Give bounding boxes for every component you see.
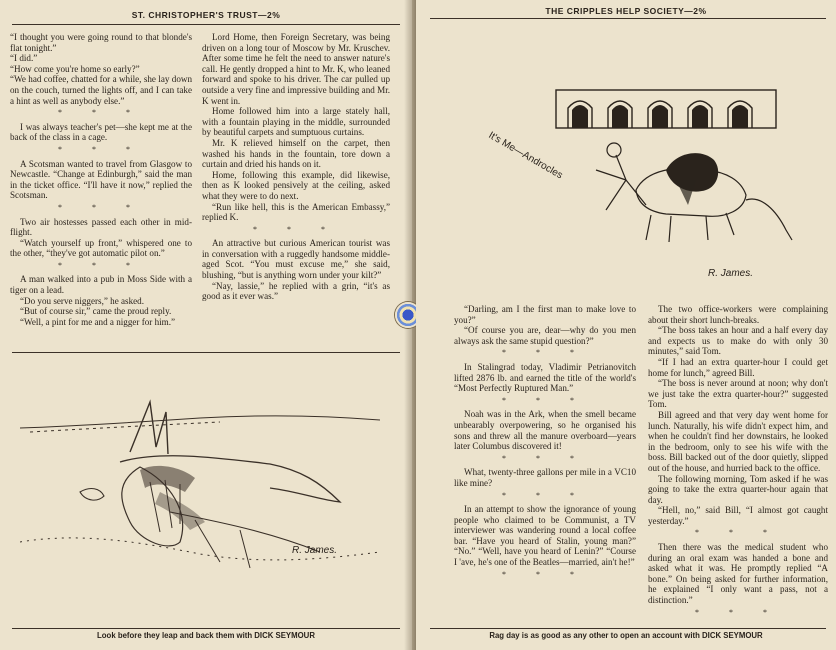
joke-line: I was always teacher's pet—she kept me at the back of the class in a cage. <box>10 121 192 143</box>
joke-line: “Darling, am I the first man to make love to you?” <box>454 304 636 325</box>
right-head-rule <box>430 18 826 19</box>
right-footer: Rag day is as good as any other to open an account with DICK SEYMOUR <box>489 631 763 640</box>
right-illustration-signature: R. James. <box>708 268 754 279</box>
joke-line: A Scotsman wanted to travel from Glasgow to Newcastle. “Change at Edinburgh,” said the man in the ticket office. “I'll have it now,” replied the Scotsman. <box>10 158 192 201</box>
joke-line: Then there was the medical student who during an oral exam was handed a bone and asked what it was. He promptly replied “A bone.” On being asked for further information, he explained “I only want a pass, not a distinction.” <box>648 542 828 606</box>
left-column-1 <box>10 32 192 327</box>
joke-line: “Watch yourself up front,” whispered one to the other, “they've got automatic pilot on.” <box>10 237 192 259</box>
joke-line: In an attempt to show the ignorance of young people who claimed to be Communist, a TV interviewer was wandering round a local coffee bar. “Have you heard of Stalin, young man?” “No.” “Well, have you heard of Lenin?” “Course I 'ave, he's one of the Beatles—married, ain't he!” <box>454 504 636 568</box>
right-footer-rule <box>430 628 826 629</box>
right-column-1 <box>454 304 636 583</box>
joke-line: “Nay, lassie,” he replied with a grin, “it's as good as it ever was.” <box>202 280 390 302</box>
right-column-2 <box>648 304 828 621</box>
left-running-head: ST. CHRISTOPHER'S TRUST—2% <box>131 10 281 20</box>
joke-line: “Well, a pint for me and a nigger for him.” <box>20 316 176 327</box>
right-page <box>416 0 836 650</box>
left-divider-rule <box>12 352 400 353</box>
separator: * * * <box>58 108 144 118</box>
joke-line: Lord Home, then Foreign Secretary, was being driven on a long tour of Moscow by Mr. Kruschev. After some time he felt the need to answer nature's call. He gently dropped a hint to Mr. K, who leaned forward and spoke to his driver. The car pulled up outside a very fine and impressive building and Mr. K went in. <box>202 32 390 106</box>
left-footer: Look before they leap and back them with DICK SEYMOUR <box>97 631 315 640</box>
joke-line: Home, following this example, did likewise, then as K looked pensively at the ceiling, asked what they were to do next. <box>202 169 390 201</box>
joke-line: Bill agreed and that very day went home for lunch. Naturally, his wife didn't expect him, and when he couldn't find her downstairs, he looked in the bedroom, only to see his wife with the boss. Bill backed out of the door quietly, slipped out of the house, and hurried back to the office. <box>648 409 828 473</box>
separator: * * * <box>58 144 144 154</box>
joke-line: The following morning, Tom asked if he was going to take the extra quarter-hour again that day. <box>648 473 828 505</box>
joke-line: “How come you're home so early?” <box>10 63 140 74</box>
left-page <box>0 0 412 650</box>
joke-line: Mr. K relieved himself on the carpet, then washed his hands in the fountain, tore down a curtain and dried his hands on it. <box>202 137 390 170</box>
joke-line: The two office-workers were complaining about their short lunch-breaks. <box>648 304 828 325</box>
joke-line: “Run like hell, this is the American Embassy,” replied K. <box>202 201 390 223</box>
joke-line: “I did.” <box>10 53 38 64</box>
separator: * * * <box>502 453 588 463</box>
joke-line: “I thought you were going round to that blonde's flat tonight.” <box>10 32 192 53</box>
joke-line: What, twenty-three gallons per mile in a VC10 like mine? <box>454 467 636 488</box>
separator: * * * <box>58 260 144 270</box>
joke-line: “The boss takes an hour and a half every day and expects us to make do with only 30 minutes,” said Tom. <box>648 325 828 357</box>
joke-line: “If I had an extra quarter-hour I could get home for lunch,” agreed Bill. <box>648 356 828 378</box>
joke-line: “We had coffee, chatted for a while, she lay down on the couch, turned the lights off, and I can take a hint as well as anybody else.” <box>10 74 192 106</box>
separator: * * * <box>58 202 144 212</box>
separator: * * * <box>502 395 588 405</box>
separator: * * * <box>502 569 588 579</box>
joke-line: “Of course you are, dear—why do you men always ask the same stupid question?” <box>454 325 636 346</box>
left-column-2 <box>202 32 390 302</box>
separator: * * * <box>502 490 588 500</box>
joke-line: An attractive but curious American tourist was in conversation with a ruggedly handsome middle-aged Scot. “You must excuse me,” she said, blushing, “but is anything worn under your kilt?” <box>202 238 390 281</box>
separator: * * * <box>695 607 781 617</box>
joke-line: “The boss is never around at noon; why don't we just take the extra quarter-hour?” suggested Tom. <box>648 378 828 410</box>
left-footer-rule <box>12 628 400 629</box>
right-running-head: THE CRIPPLES HELP SOCIETY—2% <box>545 6 707 16</box>
joke-line: “Do you serve niggers,” he asked. <box>20 295 144 306</box>
joke-line: A man walked into a pub in Moss Side with a tiger on a lead. <box>10 274 192 296</box>
joke-line: In Stalingrad today, Vladimir Petrianovitch lifted 2876 lb. and earned the title of the world's “Most Perfectly Ruptured Man.” <box>454 361 636 394</box>
joke-line: “But of course sir,” came the proud reply. <box>20 306 172 317</box>
separator: * * * <box>253 224 339 234</box>
illustration-caption: It's Me—Androcles <box>486 130 565 182</box>
joke-line: Two air hostesses passed each other in mid-flight. <box>10 216 192 238</box>
separator: * * * <box>695 528 781 538</box>
left-head-rule <box>12 24 400 25</box>
separator: * * * <box>502 348 588 358</box>
left-illustration-signature: R. James. <box>292 545 338 556</box>
joke-line: “Hell, no,” said Bill, “I almost got caught yesterday.” <box>648 505 828 526</box>
joke-line: Noah was in the Ark, when the smell became unbearably overpowering, so he organised his sons and threw all the manure overboard—years later Columbus discovered it! <box>454 409 636 452</box>
joke-line: Home followed him into a large stately hall, with a fountain playing in the middle, surrounded by beautiful carpets and sumptuous curtains. <box>202 106 390 138</box>
